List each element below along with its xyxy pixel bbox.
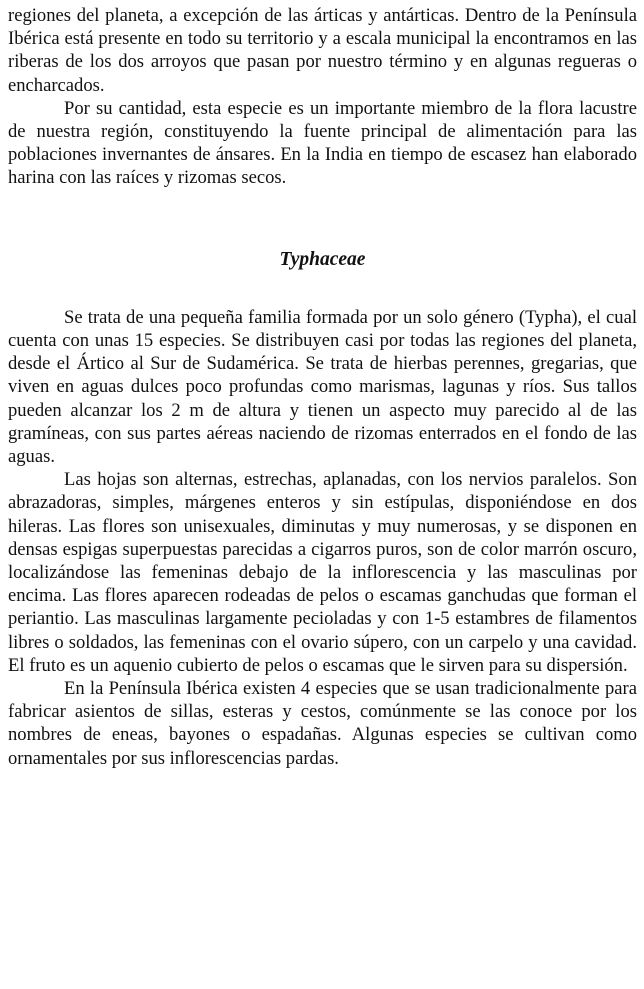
section-spacer — [8, 190, 637, 248]
section-heading-typhaceae: Typhaceae — [279, 248, 366, 270]
heading-spacer — [8, 271, 637, 306]
typhaceae-paragraph-3: En la Península Ibérica existen 4 especies que se usan tradicionalmente para fabricar asientos de sillas, esteras y cestos, comúnmente se las conoce por los nombres de eneas, bayones o espadañas. Algunas especies se cultivan como ornamentales por sus inflorescencias pardas. — [8, 678, 637, 769]
typhaceae-paragraph-2: Las hojas son alternas, estrechas, aplanadas, con los nervios paralelos. Son abrazadoras, simples, márgenes enteros y sin estípulas, disponiéndose en dos hileras. Las flores son unisexuales, diminutas y muy numerosas, y se disponen en densas espigas superpuestas parecidas a cigarros puros, son de color marrón oscuro, localizándose las femeninas debajo de la inflorescencia y las masculinas por encima. Las flores aparecen rodeadas de pelos o escamas ganchudas que forman el periantio. Las masculinas largamente pecioladas y con 1-5 estambres de filamentos libres o soldados, las femeninas con el ovario súpero, con un carpelo y una cavidad. El fruto es un aquenio cubierto de pelos o escamas que le sirven para su dispersión. — [8, 469, 637, 676]
intro-paragraph-2: Por su cantidad, esta especie es un importante miembro de la flora lacustre de nuestra región, constituyendo la fuente principal de alimentación para las poblaciones invernantes de ánsares. En la India en tiempo de escasez han elaborado harina con las raíces y rizomas secos. — [8, 97, 637, 189]
document-page — [8, 4, 637, 770]
intro-paragraph-1: regiones del planeta, a excepción de las árticas y antárticas. Dentro de la Península Ibérica está presente en todo su territorio y a escala municipal la encontramos en las riberas de los dos arroyos que pasan por nuestro término y en algunas regueras o encharcados. — [8, 5, 637, 96]
typhaceae-paragraph-1: Se trata de una pequeña familia formada por un solo género (Typha), el cual cuenta con unas 15 especies. Se distribuyen casi por todas las regiones del planeta, desde el Ártico al Sur de Sudamérica. Se trata de hierbas perennes, gregarias, que viven en aguas dulces poco profundas como marismas, lagunas y ríos. Sus tallos pueden alcanzar los 2 m de altura y tienen un aspecto muy parecido al de las gramíneas, con sus partes aéreas naciendo de rizomas enterrados en el fondo de las aguas. — [8, 306, 637, 468]
